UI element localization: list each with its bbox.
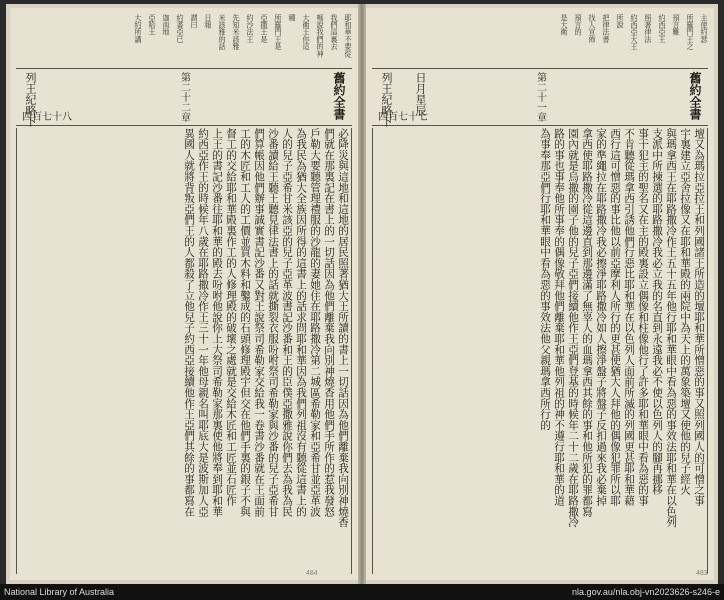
marginal-note: 找人宣佈: [588, 14, 597, 43]
library-footer: [0, 584, 724, 600]
book-gutter: [358, 4, 366, 584]
text-column: 異國人就將背叛亞們王的人都殺了立他兒子約西亞接續他作王亞們其餘的事都寫在: [183, 128, 195, 517]
marginal-note: 約西亞大王: [630, 14, 639, 50]
right-page-notes: [372, 14, 708, 66]
right-chapter-label: 列王紀略下: [380, 72, 393, 127]
marginal-note: 把律法書: [602, 14, 611, 43]
right-page: [366, 8, 714, 580]
text-column: 戶勒大要聽管理禮服的沙龍的妻她住在耶路撒冷第二城區希勒家和亞希甘並亞革波: [309, 128, 321, 517]
book-spread: [6, 4, 718, 584]
left-page-number: 四百七十八: [22, 112, 72, 123]
text-column: 約西亞作王的時候年八歲在耶路撒冷作王三十一年他母親名叫耶底大是波斯加人亞: [197, 128, 209, 517]
right-page-body: [372, 128, 708, 574]
marginal-note: 嗎說我們的神: [316, 14, 325, 58]
text-column: 壇又為瑪拉亞拉王和列國諸王所造的壇耶和華所憎惡的事又照列國人的可憎之事: [693, 128, 705, 506]
text-column: 拿西使耶路撒冷從這邊直到那邊滿了無辜人的血瑪拿西其餘的事和他所犯的罪都寫: [581, 128, 593, 517]
text-column: 支派中所揀選的耶路撒冷我必立我的名直到永遠我必不使以色列人的腳再挪移: [651, 128, 663, 496]
right-page-header: [372, 68, 708, 126]
marginal-note: 預言難: [672, 14, 681, 36]
marginal-note: 日報: [204, 14, 213, 29]
text-column: 們算帳因他們辦事誠實書記沙番又對王說祭司希勒家交給我一卷書沙番就在王面前: [253, 128, 265, 517]
right-page-number: 四百七十七: [378, 112, 428, 123]
text-column: 為事奉那亞們行耶和華眼中看為惡的事效法他父親瑪拿西所行的: [539, 128, 551, 431]
marginal-note: 先知米該雅: [232, 14, 241, 50]
pencil-mark-left: 484: [306, 570, 318, 577]
text-column: 們就在那裏記在書上的一切話因為他們離棄我向別神燒香用他們手所作的惹我發怒: [323, 128, 335, 517]
text-column: 園內就是烏撒的園子他的兒子亞們接續他作王亞們登基的時候年二十二歲在耶路撒冷: [567, 128, 579, 528]
marginal-note: 照著律法: [644, 14, 653, 43]
left-page-notes: [16, 14, 352, 66]
text-column: 西行這可憎惡的事比他以前亞摩利人所行的更甚使猶大人拜他的偶像犯罪所以耶: [609, 128, 621, 506]
text-column: 為我民為猶大全族因所得的這書上的話求問耶和華因為我們列祖沒有聽從這書上的: [295, 128, 307, 517]
left-chapter-label: 列王紀略下: [24, 72, 37, 127]
marginal-note: 所羅門王是: [274, 14, 283, 50]
marginal-note: 迦南地: [162, 14, 171, 36]
marginal-note: 約沙法王: [246, 14, 255, 43]
right-chapter-heading: 第二十一章: [534, 72, 546, 122]
marginal-note: 種: [288, 14, 297, 22]
text-column: 人的兒子亞希甘米該亞的兒子亞革波書記沙番和王的臣僕亞撒雅說你們去為我為民: [281, 128, 293, 517]
text-column: 不肯聽從瑪拿西引誘他們行惡比耶和華在以色列人面前所滅的列國更甚耶和華藉: [623, 128, 635, 506]
marginal-note: 耶和華不要從: [344, 14, 353, 58]
left-chapter-heading: 第二十二章: [178, 72, 190, 122]
marginal-note: 是大衛: [560, 14, 569, 36]
marginal-note: 所羅門王之: [686, 14, 695, 50]
left-page: [10, 8, 358, 580]
marginal-note: 我們這裏去: [330, 14, 339, 50]
marginal-note: 謂曰: [190, 14, 199, 29]
marginal-note: 大約所講: [134, 14, 143, 43]
marginal-note: 約西亞王: [658, 14, 667, 43]
marginal-note: 主使約瑟: [700, 14, 709, 43]
marginal-note: 亞撒王是: [260, 14, 269, 43]
text-column: 上王的書記沙番往耶和華的殿去吩咐他說你上大祭司希勒家那裏使他將奉到耶和華: [211, 128, 223, 517]
pencil-mark-right: 483: [696, 570, 708, 577]
text-column: 與瑪拿西王在耶路撒冷作王五十五年他行耶和華眼中看為惡的事效法耶和華在以色列: [665, 128, 677, 528]
text-column: 督工的交給耶和華殿裏作工的人修理殿的破壞之處就是交給木匠和工匠並石匠作: [225, 128, 237, 506]
marginal-note: 約書亞已: [176, 14, 185, 43]
left-page-header: [16, 68, 352, 126]
footer-library-name: National Library of Australia: [4, 587, 115, 597]
text-column: 必降災與這地和這地的居民照著猶大王所讀的書上一切話因為他們離棄我向別神燒香: [337, 128, 349, 528]
text-column: 宇裏建立亞舍拉像又在耶和華殿的兩院中為天上的萬象築壇又使他的兒子經火: [679, 128, 691, 496]
text-column: 工的木匠和工人的工價並買木料和鑿成的石頭修理殿宇但交在他們手裏的銀子不與: [239, 128, 251, 517]
footer-object-id: nla.gov.au/nla.obj-vn2023626-s246-e: [572, 587, 720, 597]
marginal-note: 米該雅的話: [218, 14, 227, 50]
marginal-note: 所說: [616, 14, 625, 29]
marginal-note: 大衛王你這: [302, 14, 311, 50]
text-column: 沙番讀給王聽王聽見律法書上的話就撕裂衣服吩咐祭司希勒家與沙番的兒子亞希甘: [267, 128, 279, 517]
text-column: 家的準繩拉在耶路撒冷我必擦淨耶路撒冷如人擦淨盤子將盤子反扣過來我必棄掉: [595, 128, 607, 506]
marginal-note: 預言的: [574, 14, 583, 36]
text-column: 路的事也事奉他所事奉的偶像敬拜他們離棄耶和華他列祖的神不遵行耶和華的道: [553, 128, 565, 506]
text-column: 事干犯主的聖名又在主的殿裏設立偶像和柱像他行了許多耶和華眼中看為惡的事: [637, 128, 649, 506]
left-book-title: 舊約全書: [332, 72, 346, 120]
left-page-body: [16, 128, 352, 574]
right-book-title: 舊約全書: [688, 72, 702, 120]
marginal-note: 亞哈王: [148, 14, 157, 36]
right-side-note: 日月星辰: [414, 72, 427, 116]
